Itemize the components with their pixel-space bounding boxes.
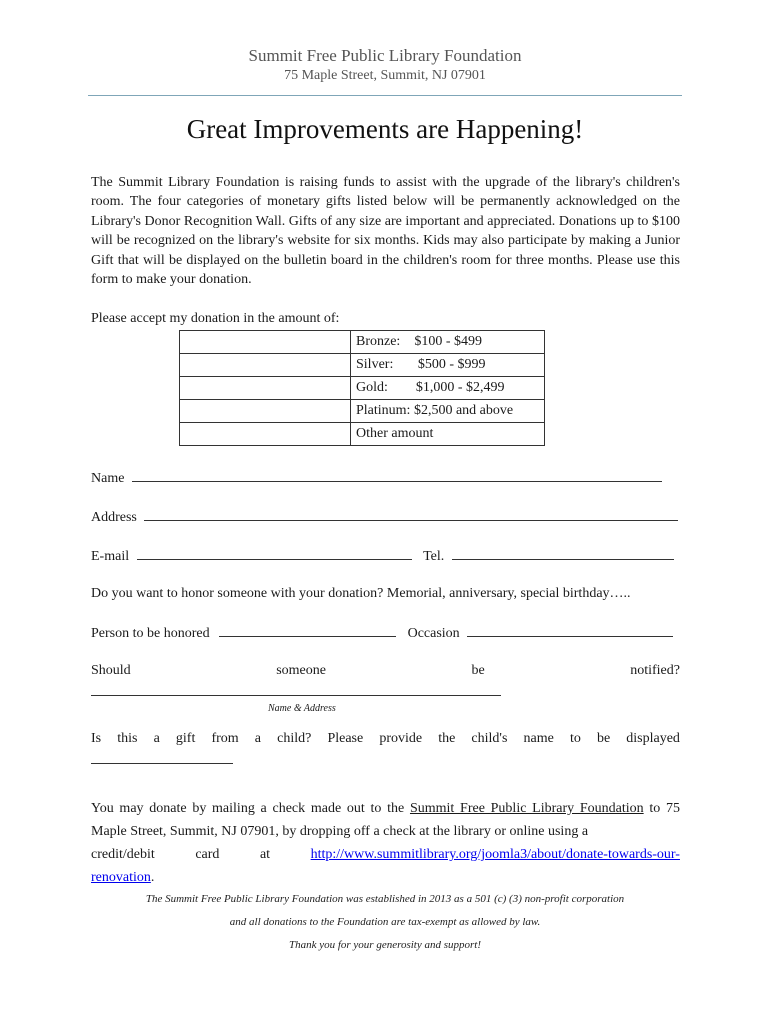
child-question <box>91 731 680 747</box>
level-label: Silver: $500 - $999 <box>351 354 545 377</box>
amount-entry-box[interactable] <box>180 377 351 400</box>
address-label: Address <box>91 510 137 525</box>
donation-levels-table <box>179 330 545 446</box>
amount-entry-box[interactable] <box>180 423 351 446</box>
word: a <box>254 731 262 746</box>
donation-instructions <box>91 797 680 889</box>
address-field[interactable] <box>144 508 678 521</box>
closing-text: You may donate by mailing a check made out to the <box>91 801 410 816</box>
word: displayed <box>626 731 680 746</box>
level-label: Bronze: $100 - $499 <box>351 331 545 354</box>
page-title: Great Improvements are Happening! <box>186 114 584 144</box>
child-name-field[interactable] <box>91 763 233 764</box>
word: at <box>259 847 271 862</box>
word: the <box>438 731 456 746</box>
word: card <box>195 847 220 862</box>
amount-entry-box[interactable] <box>180 354 351 377</box>
word: Please <box>327 731 364 746</box>
email-field[interactable] <box>137 547 412 560</box>
occasion-label: Occasion <box>407 626 460 641</box>
word: to <box>569 731 581 746</box>
name-field[interactable] <box>132 469 662 482</box>
word: from <box>211 731 239 746</box>
tel-field[interactable] <box>452 547 674 560</box>
footer-thanks: Thank you for your generosity and support! <box>288 939 482 951</box>
name-label: Name <box>91 471 125 486</box>
tel-label: Tel. <box>423 549 445 564</box>
honor-question: Do you want to honor someone with your donation? Memorial, anniversary, special birthday….. <box>91 586 631 601</box>
donation-link-continued[interactable]: renovation <box>91 870 151 885</box>
amount-entry-box[interactable] <box>180 331 351 354</box>
intro-paragraph: The Summit Library Foundation is raising funds to assist with the upgrade of the library's children's room. The four categories of monetary gifts listed below will be permanently acknowledged on the Library's Donor Recognition Wall. Gifts of any size are important and appreciated. Donations up to $100 will be recognized on the library's website for six months. Kids may also participate by making a Junior Gift that will be displayed on the bulletin board in the children's room for three months. Please use this form to make your donation. <box>91 175 680 288</box>
footer-line-1: The Summit Free Public Library Foundation was established in 2013 as a 501 (c) (3) non-profit corporation <box>145 893 625 905</box>
table-row <box>180 423 545 446</box>
header-address: 75 Maple Street, Summit, NJ 07901 <box>284 68 486 83</box>
person-honored-label: Person to be honored <box>91 626 210 641</box>
person-honored-field[interactable] <box>219 624 396 637</box>
donation-link[interactable]: http://www.summitlibrary.org/joomla3/about/donate-towards-our- <box>310 847 680 862</box>
address-row <box>91 508 678 526</box>
word: name <box>523 731 554 746</box>
email-row <box>91 547 674 565</box>
header-divider <box>88 95 682 96</box>
honoree-row <box>91 624 673 642</box>
word: child? <box>277 731 312 746</box>
table-row <box>180 400 545 423</box>
word: be <box>471 663 485 678</box>
word: Is <box>91 731 102 746</box>
word: Should <box>91 663 131 678</box>
closing-text: to 75 Maple Street, Summit, NJ 07901, by dropping off a check at the library or online using a <box>91 801 680 839</box>
notify-question <box>91 663 680 679</box>
amount-entry-box[interactable] <box>180 400 351 423</box>
word: credit/debit <box>91 847 155 862</box>
name-row <box>91 469 662 487</box>
foundation-name: Summit Free Public Library Foundation <box>409 801 644 816</box>
word: notified? <box>630 663 680 678</box>
word: this <box>117 731 138 746</box>
word: gift <box>175 731 196 746</box>
level-label: Gold: $1,000 - $2,499 <box>351 377 545 400</box>
table-row <box>180 377 545 400</box>
closing-period: . <box>150 870 155 885</box>
word: someone <box>276 663 326 678</box>
email-label: E-mail <box>91 549 130 564</box>
level-label: Other amount <box>351 423 545 446</box>
level-label: Platinum: $2,500 and above <box>351 400 545 423</box>
table-row <box>180 331 545 354</box>
word: child's <box>471 731 508 746</box>
word: be <box>596 731 611 746</box>
notify-field[interactable] <box>91 695 501 696</box>
name-address-note: Name & Address <box>268 703 336 714</box>
word: provide <box>379 731 423 746</box>
word: a <box>153 731 160 746</box>
donation-amount-label: Please accept my donation in the amount of: <box>91 311 340 326</box>
occasion-field[interactable] <box>467 624 673 637</box>
table-row <box>180 354 545 377</box>
header-title: Summit Free Public Library Foundation <box>248 46 522 65</box>
footer-line-2: and all donations to the Foundation are tax-exempt as allowed by law. <box>229 916 541 928</box>
